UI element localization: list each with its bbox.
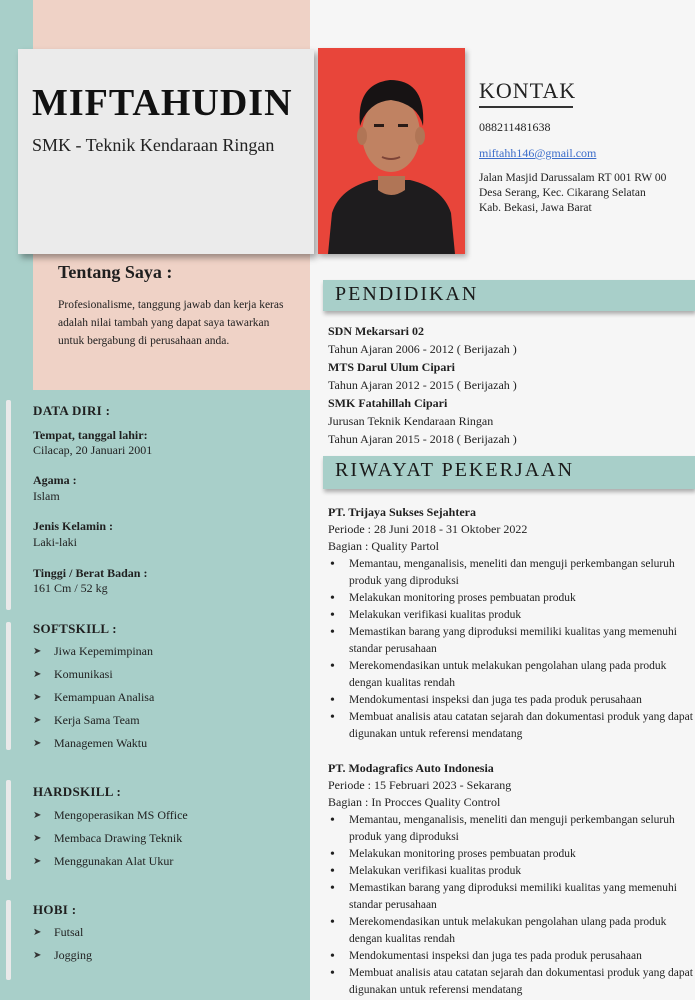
- address-line: Jalan Masjid Darussalam RT 001 RW 00: [479, 172, 667, 184]
- duty-item: • Memastikan barang yang diproduksi memiliki kualitas yang memenuhi standar perusahaan: [328, 624, 695, 658]
- softskill-item: Kemampuan Analisa: [54, 690, 155, 704]
- hardskill-item: Menggunakan Alat Ukur: [54, 854, 174, 868]
- person-portrait-icon: [318, 48, 465, 254]
- kontak-heading: KONTAK: [479, 78, 577, 103]
- duty-item: • Memantau, menganalisis, meneliti dan menguji perkembangan seluruh produk yang diproduksi: [328, 556, 695, 590]
- pendidikan-heading: PENDIDIKAN: [335, 283, 479, 305]
- profile-photo: [318, 48, 465, 254]
- divider-rule: [6, 900, 11, 980]
- duty-item: • Melakukan monitoring proses pembuatan produk: [328, 846, 695, 863]
- address-line: Kab. Bekasi, Jawa Barat: [479, 202, 592, 214]
- arrow-bullet-icon: ➤: [33, 715, 42, 726]
- divider-rule: [6, 622, 11, 750]
- arrow-bullet-icon: ➤: [33, 927, 42, 938]
- duty-item: • Mendokumentasi inspeksi dan juga tes pada produk perusahaan: [328, 692, 695, 709]
- softskill-item: Komunikasi: [54, 667, 113, 681]
- address: [479, 171, 666, 216]
- hobi-list: [33, 921, 92, 967]
- job-period: Periode : 15 Februari 2023 - Sekarang: [328, 778, 512, 792]
- job-entry: [328, 504, 695, 743]
- list-item: [33, 709, 154, 732]
- arrow-bullet-icon: ➤: [33, 738, 42, 749]
- duty-item: • Melakukan verifikasi kualitas produk: [328, 607, 695, 624]
- height-weight-value: 161 Cm / 52 kg: [33, 581, 108, 595]
- list-item: [33, 732, 154, 755]
- school-name: MTS Darul Ulum Cipari: [328, 360, 456, 374]
- duty-item: • Merekomendasikan untuk melakukan pengolahan ulang pada produk dengan kualitas rendah: [328, 658, 695, 692]
- birth-label: Tempat, tanggal lahir:: [33, 428, 148, 442]
- duty-item: • Membuat analisis atau catatan sejarah dan dokumentasi produk yang dapat digunakan untuk referensi mendatang: [328, 709, 695, 743]
- school-major: Jurusan Teknik Kendaraan Ringan: [328, 414, 494, 428]
- softskill-item: Kerja Sama Team: [54, 713, 140, 727]
- divider-rule: [6, 400, 11, 610]
- arrow-bullet-icon: ➤: [33, 810, 42, 821]
- duty-item: • Merekomendasikan untuk melakukan pengolahan ulang pada produk dengan kualitas rendah: [328, 914, 695, 948]
- job-company: PT. Trijaya Sukses Sejahtera: [328, 505, 477, 519]
- divider-rule: [6, 780, 11, 880]
- arrow-bullet-icon: ➤: [33, 833, 42, 844]
- hardskill-item: Mengoperasikan MS Office: [54, 808, 188, 822]
- hardskill-title: HARDSKILL :: [33, 784, 122, 799]
- job-role: Bagian : Quality Partol: [328, 539, 439, 553]
- gender-label: Jenis Kelamin :: [33, 519, 113, 533]
- duty-item: • Mendokumentasi inspeksi dan juga tes pada produk perusahaan: [328, 948, 695, 965]
- list-item: [33, 640, 154, 663]
- about-title: Tentang Saya :: [58, 262, 173, 282]
- school-name: SDN Mekarsari 02: [328, 324, 424, 338]
- arrow-bullet-icon: ➤: [33, 950, 42, 961]
- arrow-bullet-icon: ➤: [33, 856, 42, 867]
- riwayat-header: [323, 456, 695, 489]
- duty-item: • Membuat analisis atau catatan sejarah dan dokumentasi produk yang dapat digunakan untuk referensi mendatang: [328, 965, 695, 999]
- list-item: [33, 686, 154, 709]
- job-role: Bagian : In Procces Quality Control: [328, 795, 501, 809]
- address-line: Desa Serang, Kec. Cikarang Selatan: [479, 187, 646, 199]
- job-duties: [328, 556, 695, 743]
- softskill-item: Managemen Waktu: [54, 736, 148, 750]
- softskill-list: [33, 640, 154, 755]
- list-item: [33, 921, 92, 944]
- school-period: Tahun Ajaran 2015 - 2018 ( Berijazah ): [328, 432, 517, 446]
- candidate-name: MIFTAHUDIN: [32, 82, 293, 124]
- duty-item: • Melakukan verifikasi kualitas produk: [328, 863, 695, 880]
- arrow-bullet-icon: ➤: [33, 646, 42, 657]
- education-list: [328, 322, 517, 448]
- pendidikan-header: [323, 280, 695, 311]
- religion-label: Agama :: [33, 473, 77, 487]
- email-link[interactable]: miftahh146@gmail.com: [479, 146, 597, 160]
- religion-value: Islam: [33, 489, 60, 503]
- kontak-underline: [479, 106, 573, 108]
- job-period: Periode : 28 Juni 2018 - 31 Oktober 2022: [328, 522, 528, 536]
- height-weight-label: Tinggi / Berat Badan :: [33, 566, 148, 580]
- hardskill-item: Membaca Drawing Teknik: [54, 831, 183, 845]
- riwayat-heading: RIWAYAT PEKERJAAN: [335, 459, 575, 481]
- school-period: Tahun Ajaran 2012 - 2015 ( Berijazah ): [328, 378, 517, 392]
- arrow-bullet-icon: ➤: [33, 669, 42, 680]
- arrow-bullet-icon: ➤: [33, 692, 42, 703]
- job-duties: [328, 812, 695, 999]
- list-item: [33, 804, 188, 827]
- hardskill-list: [33, 804, 188, 873]
- gender-value: Laki-laki: [33, 535, 77, 549]
- list-item: [33, 827, 188, 850]
- school-name: SMK Fatahillah Cipari: [328, 396, 448, 410]
- candidate-title: SMK - Teknik Kendaraan Ringan: [32, 135, 275, 155]
- hobi-item: Futsal: [54, 925, 84, 939]
- birth-value: Cilacap, 20 Januari 2001: [33, 443, 153, 457]
- list-item: [33, 850, 188, 873]
- duty-item: • Memantau, menganalisis, meneliti dan menguji perkembangan seluruh produk yang diproduksi: [328, 812, 695, 846]
- softskill-item: Jiwa Kepemimpinan: [54, 644, 153, 658]
- name-card: [18, 49, 314, 254]
- hobi-title: HOBI :: [33, 902, 77, 917]
- duty-item: • Memastikan barang yang diproduksi memiliki kualitas yang memenuhi standar perusahaan: [328, 880, 695, 914]
- school-period: Tahun Ajaran 2006 - 2012 ( Berijazah ): [328, 342, 517, 356]
- list-item: [33, 663, 154, 686]
- hobi-item: Jogging: [54, 948, 93, 962]
- list-item: [33, 944, 92, 967]
- duty-item: • Melakukan monitoring proses pembuatan produk: [328, 590, 695, 607]
- about-text: Profesionalisme, tanggung jawab dan kerja keras adalah nilai tambah yang dapat saya tawarkan untuk bergabung di perusahaan anda.: [58, 299, 284, 347]
- job-entry: [328, 760, 695, 999]
- phone-number: 088211481638: [479, 120, 551, 134]
- softskill-title: SOFTSKILL :: [33, 621, 117, 636]
- data-diri-title: DATA DIRI :: [33, 403, 111, 418]
- job-company: PT. Modagrafics Auto Indonesia: [328, 761, 494, 775]
